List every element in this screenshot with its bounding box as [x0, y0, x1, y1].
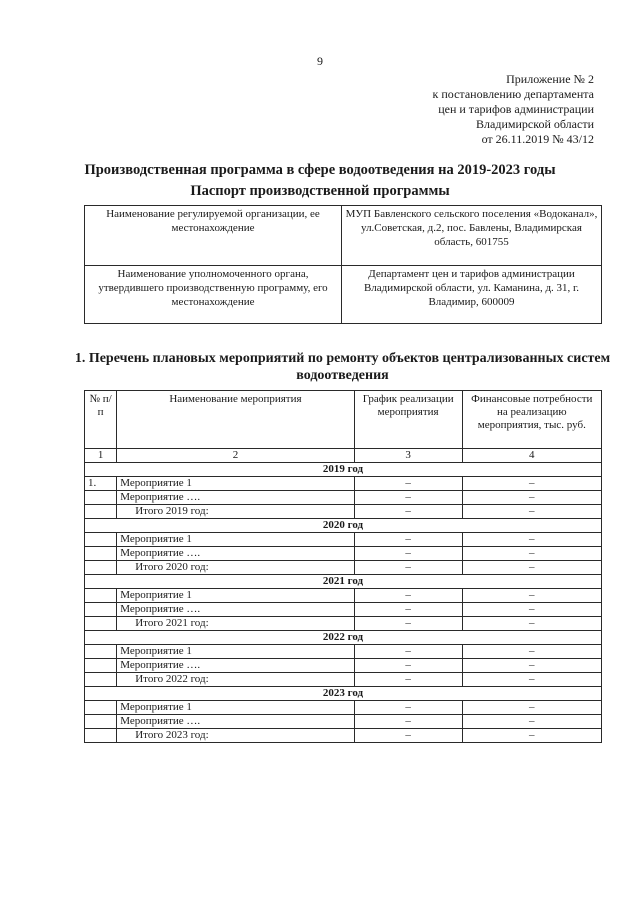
appendix-line: от 26.11.2019 № 43/12: [481, 132, 594, 146]
finance-cell: –: [462, 617, 601, 631]
event-name: Мероприятие 1: [117, 701, 354, 715]
passport-title: Паспорт производственной программы: [190, 183, 450, 199]
event-name: Мероприятие ….: [117, 659, 354, 673]
schedule-cell: –: [354, 617, 462, 631]
column-header: № п/п: [85, 391, 117, 449]
finance-cell: –: [462, 659, 601, 673]
table-header-row: [85, 391, 602, 449]
row-number: [85, 561, 117, 575]
schedule-cell: –: [354, 701, 462, 715]
row-number: [85, 673, 117, 687]
column-number: 3: [354, 449, 462, 463]
row-number: [85, 617, 117, 631]
year-row: [85, 575, 602, 589]
row-number: [85, 603, 117, 617]
table-row: [85, 659, 602, 673]
year-label: 2020 год: [85, 519, 602, 533]
event-name: Мероприятие ….: [117, 547, 354, 561]
event-name: Мероприятие ….: [117, 715, 354, 729]
finance-cell: –: [462, 505, 601, 519]
appendix-line: Приложение № 2: [506, 72, 594, 86]
year-row: [85, 463, 602, 477]
table-row: [85, 673, 602, 687]
finance-cell: –: [462, 561, 601, 575]
event-name: Мероприятие 1: [117, 477, 354, 491]
schedule-cell: –: [354, 659, 462, 673]
year-label: 2022 год: [85, 631, 602, 645]
passport-row: [85, 266, 602, 324]
table-row: [85, 491, 602, 505]
event-name: Итого 2021 год:: [117, 617, 354, 631]
event-name: Мероприятие 1: [117, 533, 354, 547]
table-row: [85, 729, 602, 743]
appendix-line: цен и тарифов администрации: [438, 102, 594, 116]
table-row: [85, 533, 602, 547]
column-number-row: [85, 449, 602, 463]
row-number: [85, 491, 117, 505]
passport-label: Наименование уполномоченного органа, утвердившего производственную программу, его местонахождение: [85, 266, 342, 324]
row-number: [85, 659, 117, 673]
table-row: [85, 603, 602, 617]
table-row: [85, 617, 602, 631]
row-number: [85, 701, 117, 715]
column-header: Финансовые потребности на реализацию мероприятия, тыс. руб.: [462, 391, 601, 449]
event-name: Мероприятие ….: [117, 491, 354, 505]
event-name: Мероприятие 1: [117, 589, 354, 603]
table-row: [85, 701, 602, 715]
table-row: [85, 547, 602, 561]
appendix-line: к постановлению департамента: [432, 87, 594, 101]
schedule-cell: –: [354, 729, 462, 743]
year-label: 2023 год: [85, 687, 602, 701]
row-number: [85, 589, 117, 603]
event-name: Итого 2023 год:: [117, 729, 354, 743]
event-name: Итого 2019 год:: [117, 505, 354, 519]
row-number: [85, 533, 117, 547]
column-number: 2: [117, 449, 354, 463]
event-name: Мероприятие 1: [117, 645, 354, 659]
schedule-cell: –: [354, 505, 462, 519]
event-name: Итого 2022 год:: [117, 673, 354, 687]
year-label: 2019 год: [85, 463, 602, 477]
schedule-cell: –: [354, 645, 462, 659]
row-number: [85, 505, 117, 519]
schedule-cell: –: [354, 547, 462, 561]
event-name: Мероприятие ….: [117, 603, 354, 617]
events-table: [84, 390, 602, 743]
passport-label: Наименование регулируемой организации, ее местонахождение: [85, 206, 342, 266]
finance-cell: –: [462, 533, 601, 547]
passport-value: Департамент цен и тарифов администрации Владимирской области, ул. Каманина, д. 31, г. Владимир, 600009: [342, 266, 602, 324]
year-row: [85, 687, 602, 701]
passport-table: [84, 205, 602, 324]
year-row: [85, 519, 602, 533]
row-number: [85, 547, 117, 561]
finance-cell: –: [462, 729, 601, 743]
row-number: [85, 729, 117, 743]
row-number: [85, 715, 117, 729]
passport-value: МУП Бавленского сельского поселения «Водоканал», ул.Советская, д.2, пос. Бавлены, Владимирская область, 601755: [342, 206, 602, 266]
document-title: Производственная программа в сфере водоотведения на 2019-2023 годы: [84, 162, 556, 178]
column-header: Наименование мероприятия: [117, 391, 354, 449]
table-row: [85, 715, 602, 729]
finance-cell: –: [462, 477, 601, 491]
page-number: 9: [317, 54, 323, 68]
schedule-cell: –: [354, 477, 462, 491]
year-label: 2021 год: [85, 575, 602, 589]
table-row: [85, 505, 602, 519]
schedule-cell: –: [354, 603, 462, 617]
row-number: 1.: [85, 477, 117, 491]
event-name: Итого 2020 год:: [117, 561, 354, 575]
finance-cell: –: [462, 673, 601, 687]
table-row: [85, 477, 602, 491]
finance-cell: –: [462, 603, 601, 617]
table-row: [85, 589, 602, 603]
row-number: [85, 645, 117, 659]
schedule-cell: –: [354, 589, 462, 603]
section-title: 1. Перечень плановых мероприятий по ремонту объектов централизованных систем водоотведения: [74, 351, 611, 383]
finance-cell: –: [462, 491, 601, 505]
schedule-cell: –: [354, 533, 462, 547]
finance-cell: –: [462, 645, 601, 659]
appendix-block: [433, 72, 594, 147]
finance-cell: –: [462, 715, 601, 729]
table-row: [85, 561, 602, 575]
table-row: [85, 645, 602, 659]
column-header: График реализации мероприятия: [354, 391, 462, 449]
finance-cell: –: [462, 547, 601, 561]
appendix-line: Владимирской области: [476, 117, 594, 131]
column-number: 1: [85, 449, 117, 463]
year-row: [85, 631, 602, 645]
schedule-cell: –: [354, 715, 462, 729]
schedule-cell: –: [354, 561, 462, 575]
schedule-cell: –: [354, 491, 462, 505]
passport-row: [85, 206, 602, 266]
column-number: 4: [462, 449, 601, 463]
schedule-cell: –: [354, 673, 462, 687]
finance-cell: –: [462, 701, 601, 715]
finance-cell: –: [462, 589, 601, 603]
